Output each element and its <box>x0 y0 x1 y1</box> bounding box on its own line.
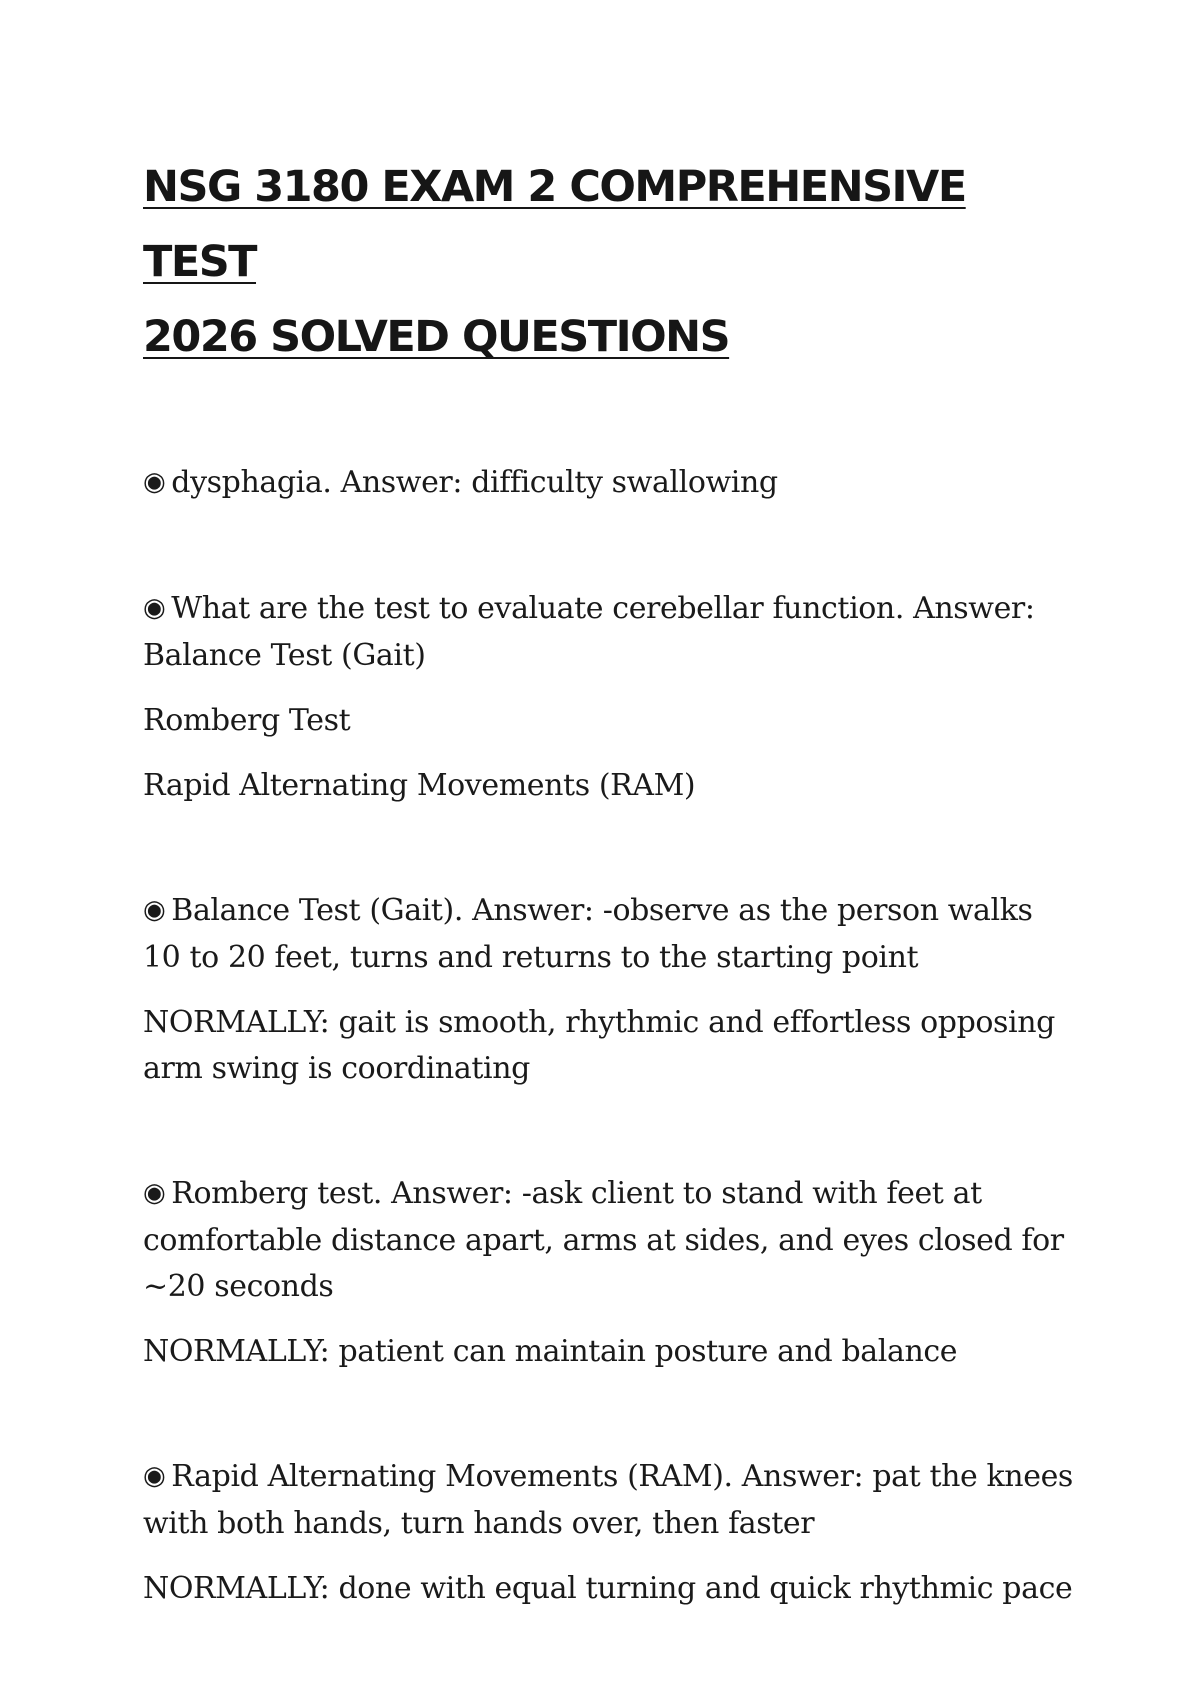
question-text: ◉ Romberg test. Answer: -ask client to stand with feet at comfortable distance apart, arms at sides, and eyes closed for ~20 seconds <box>143 1176 1064 1304</box>
bullet-icon: ◉ <box>143 895 166 925</box>
bullet-icon: ◉ <box>143 1461 166 1491</box>
question-text: ◉ Rapid Alternating Movements (RAM). Answer: pat the knees with both hands, turn hands over, then faster <box>143 1459 1073 1541</box>
answer-line: Rapid Alternating Movements (RAM) <box>143 768 696 803</box>
title-line-1: NSG 3180 EXAM 2 COMPREHENSIVE TEST <box>143 162 966 287</box>
qa-item <box>143 1454 1073 1612</box>
qa-item <box>143 586 1073 809</box>
bullet-icon: ◉ <box>143 593 166 623</box>
document-page <box>143 150 1073 1631</box>
qa-item <box>143 1171 1073 1375</box>
title-line-2: 2026 SOLVED QUESTIONS <box>143 312 730 362</box>
qa-item <box>143 888 1073 1092</box>
question-text: ◉ Balance Test (Gait). Answer: -observe as the person walks 10 to 20 feet, turns and returns to the starting point <box>143 893 1033 975</box>
question-text: ◉ dysphagia. Answer: difficulty swallowing <box>143 465 778 500</box>
answer-line: NORMALLY: done with equal turning and quick rhythmic pace <box>143 1571 1073 1606</box>
bullet-icon: ◉ <box>143 1178 166 1208</box>
bullet-icon: ◉ <box>143 467 166 497</box>
answer-line: NORMALLY: gait is smooth, rhythmic and effortless opposing arm swing is coordinating <box>143 1005 1055 1086</box>
answer-line: NORMALLY: patient can maintain posture and balance <box>143 1334 958 1369</box>
qa-item <box>143 460 1073 507</box>
qa-list <box>143 460 1073 1612</box>
question-text: ◉ What are the test to evaluate cerebellar function. Answer: Balance Test (Gait) <box>143 591 1035 673</box>
answer-line: Romberg Test <box>143 703 351 738</box>
document-title <box>143 150 1073 375</box>
